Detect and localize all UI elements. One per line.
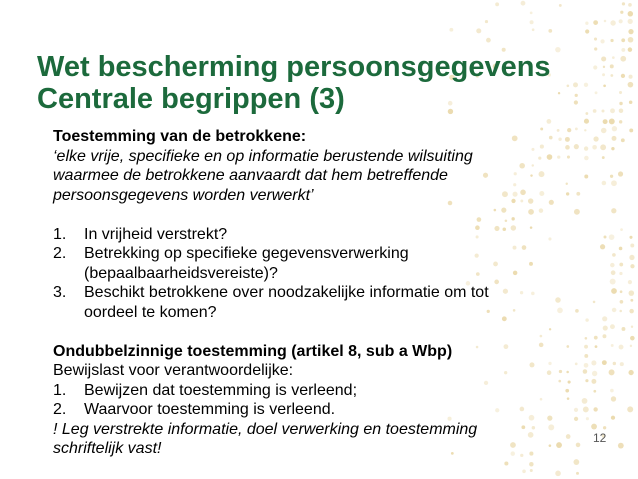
decorative-dot [573, 459, 579, 465]
decorative-dot [584, 363, 589, 368]
decorative-dot [555, 471, 561, 477]
decorative-dot [594, 47, 597, 50]
decorative-dot [575, 362, 578, 365]
decorative-dot [574, 209, 580, 215]
decorative-dot [602, 181, 607, 186]
decorative-dot [612, 253, 616, 257]
decorative-dot [584, 345, 588, 349]
decorative-dot [629, 236, 632, 239]
item-number: 2. [53, 401, 67, 418]
decorative-dot [529, 462, 534, 467]
decorative-dot [601, 109, 604, 112]
decorative-dot [595, 91, 598, 94]
decorative-dot [592, 371, 597, 376]
decorative-dot [609, 234, 615, 240]
decorative-dot [593, 109, 597, 113]
decorative-dot [603, 119, 608, 124]
decorative-dot [574, 417, 578, 421]
decorative-dot [610, 324, 615, 329]
decorative-dot [592, 145, 597, 150]
decorative-dot [583, 369, 588, 374]
title-line-1: Wet bescherming persoonsgegevens [37, 51, 551, 83]
decorative-dot [522, 469, 526, 473]
decorative-dot [609, 369, 615, 375]
decorative-dot [600, 244, 605, 249]
page-number: 12 [593, 431, 607, 445]
decorative-dot [576, 443, 581, 448]
decorative-dot [585, 379, 588, 382]
decorative-dot [476, 28, 481, 33]
decorative-dot [593, 390, 596, 393]
decorative-dot [619, 247, 623, 251]
decorative-dot [603, 426, 606, 429]
requirement-item [53, 283, 573, 322]
requirement-item [53, 225, 573, 245]
decorative-dot [575, 94, 578, 97]
item-number: 3. [53, 284, 67, 301]
decorative-dot [620, 362, 624, 366]
decorative-dot [613, 362, 616, 365]
decorative-dot [610, 389, 614, 393]
decorative-dot [610, 263, 614, 267]
decorative-dot [612, 308, 617, 313]
decorative-dot [591, 379, 596, 384]
decorative-dot [585, 337, 588, 340]
decorative-dot [574, 408, 578, 412]
decorative-dot [600, 144, 606, 150]
decorative-dot [629, 255, 634, 260]
decorative-dot [530, 20, 534, 24]
decorative-dot [602, 73, 605, 76]
decorative-dot [611, 416, 615, 420]
decorative-dot [582, 398, 588, 404]
burden-of-proof-text: Bewijslast voor verantwoordelijke: [53, 362, 294, 379]
decorative-dot [591, 360, 596, 365]
item-text: Beschikt betrokkene over noodzakelijke informatie om tot oordeel te komen? [84, 284, 489, 321]
decorative-dot [629, 309, 633, 313]
decorative-dot [530, 469, 533, 472]
decorative-dot [611, 288, 617, 294]
section-heading-consent: Toestemming van de betrokkene: [53, 128, 307, 145]
decorative-dot [628, 82, 634, 88]
decorative-dot [618, 171, 623, 176]
definition-line: ‘elke vrije, specifieke en op informatie berustende wilsuiting [53, 147, 473, 165]
decorative-dot [584, 119, 589, 124]
decorative-dot [629, 100, 633, 104]
definition-line: persoonsgegevens worden verwerkt’ [53, 186, 314, 204]
decorative-dot [611, 180, 617, 186]
decorative-dot [585, 29, 589, 33]
decorative-dot [629, 75, 633, 79]
decorative-dot [619, 19, 623, 23]
decorative-dot [585, 318, 588, 321]
decorative-dot [621, 138, 625, 142]
decorative-dot [629, 128, 633, 132]
decorative-dot [593, 301, 596, 304]
proof-item [53, 400, 573, 420]
decorative-dot [584, 175, 588, 179]
decorative-dot [449, 28, 453, 32]
decorative-dot [548, 29, 552, 33]
decorative-dot [619, 120, 622, 123]
section-heading-unambiguous-consent: Ondubbelzinnige toestemming (artikel 8, sub a Wbp) [53, 342, 453, 360]
decorative-dot [603, 325, 608, 330]
decorative-dot [619, 91, 622, 94]
decorative-dot [610, 175, 613, 178]
decorative-dot [603, 84, 606, 87]
decorative-dot [555, 47, 560, 52]
decorative-dot [584, 156, 589, 161]
item-text: Betrekking op specifieke gegevensverwerking (bepaalbaarheidsvereiste)? [84, 245, 409, 282]
decorative-dot [610, 39, 613, 42]
decorative-dot [594, 336, 598, 340]
decorative-dot [602, 360, 607, 365]
decorative-dot [486, 38, 491, 43]
decorative-dot [631, 326, 633, 328]
decorative-dot [593, 136, 598, 141]
decorative-dot [630, 299, 633, 302]
decorative-dot [532, 28, 535, 31]
decorative-dot [621, 48, 625, 52]
decorative-dot [504, 461, 508, 465]
decorative-dot [620, 290, 623, 293]
decorative-dot [630, 244, 634, 248]
decorative-dot [621, 38, 625, 42]
decorative-dot [559, 4, 562, 7]
item-text: Bewijzen dat toestemming is verleend; [84, 381, 358, 399]
decorative-dot [586, 417, 589, 420]
decorative-dot [628, 370, 633, 375]
item-text: In vrijheid verstrekt? [84, 225, 228, 243]
decorative-dot [584, 146, 588, 150]
decorative-dot [575, 127, 578, 130]
decorative-dot [620, 228, 623, 231]
decorative-dot [628, 3, 632, 7]
requirement-item [53, 244, 573, 283]
decorative-dot [611, 396, 616, 401]
decorative-dot [609, 118, 615, 124]
decorative-dot [618, 443, 624, 449]
proof-item [53, 381, 573, 401]
decorative-dot [629, 290, 635, 296]
title-line-2: Centrale begrippen (3) [37, 83, 345, 115]
decorative-dot [584, 83, 588, 87]
decorative-dot [610, 20, 615, 25]
decorative-dot [628, 280, 632, 284]
item-number: 1. [53, 225, 67, 243]
decorative-dot [611, 270, 616, 275]
decorative-dot [546, 119, 551, 124]
decorative-dot [610, 74, 613, 77]
decorative-dot [630, 264, 634, 268]
decorative-dot [584, 129, 586, 131]
decorative-dot [619, 109, 624, 114]
decorative-dot [576, 192, 580, 196]
decorative-dot [612, 136, 617, 141]
decorative-dot [567, 84, 570, 87]
decorative-dot [619, 102, 622, 105]
decorative-dot [611, 147, 614, 150]
decorative-dot [521, 1, 526, 6]
decorative-dot [585, 22, 588, 25]
decorative-dot [593, 407, 597, 411]
decorative-dot [619, 345, 624, 350]
decorative-dot [574, 144, 579, 149]
decorative-dot [622, 2, 625, 5]
decorative-dot [630, 336, 635, 341]
decorative-dot [628, 11, 633, 16]
decorative-dot [574, 100, 578, 104]
decorative-dot [584, 354, 588, 358]
decorative-dot [601, 56, 606, 61]
decorative-dot [576, 472, 579, 475]
definition-line: waarmee de betrokkene aanvaardt dat hem betreffende [53, 167, 448, 184]
decorative-dot [593, 65, 597, 69]
decorative-dot [619, 272, 622, 275]
decorative-dot [485, 20, 488, 23]
note-line: schriftelijk vast! [53, 440, 162, 457]
decorative-dot [610, 108, 615, 113]
decorative-dot [594, 37, 597, 40]
slide-body [53, 127, 573, 459]
decorative-dot [600, 39, 604, 43]
decorative-dot [627, 406, 633, 412]
decorative-dot [495, 2, 499, 6]
decorative-dot [610, 279, 616, 285]
decorative-dot [591, 424, 597, 430]
decorative-dot [628, 37, 634, 43]
decorative-dot [622, 327, 626, 331]
decorative-dot [573, 82, 578, 87]
decorative-dot [628, 47, 633, 52]
decorative-dot [575, 309, 579, 313]
decorative-dot [628, 19, 633, 24]
decorative-dot [604, 20, 607, 23]
decorative-dot [620, 56, 626, 62]
decorative-dot [611, 344, 614, 347]
decorative-dot [593, 20, 598, 25]
decorative-dot [603, 66, 605, 68]
decorative-dot [621, 74, 625, 78]
item-number: 1. [53, 381, 67, 399]
decorative-dot [583, 406, 589, 412]
decorative-dot [612, 56, 615, 59]
decorative-dot [628, 29, 633, 34]
decorative-dot [602, 334, 606, 338]
decorative-dot [603, 236, 606, 239]
decorative-dot [620, 300, 624, 304]
item-text: Waarvoor toestemming is verleend. [84, 401, 336, 418]
decorative-dot [558, 92, 560, 94]
decorative-dot [610, 64, 614, 68]
decorative-dot [619, 263, 623, 267]
decorative-dot [619, 310, 622, 313]
decorative-dot [602, 156, 605, 159]
decorative-dot [601, 128, 607, 134]
decorative-dot [602, 316, 607, 321]
item-number: 2. [53, 245, 67, 262]
decorative-dot [612, 126, 617, 131]
decorative-dot [585, 112, 588, 115]
slide-title [37, 51, 551, 115]
decorative-dot [611, 208, 616, 213]
note-line: ! Leg verstrekte informatie, doel verwerking en toestemming [53, 420, 478, 438]
decorative-dot [620, 11, 623, 14]
decorative-dot [595, 345, 598, 348]
decorative-dot [530, 11, 533, 14]
decorative-dot [630, 345, 632, 347]
